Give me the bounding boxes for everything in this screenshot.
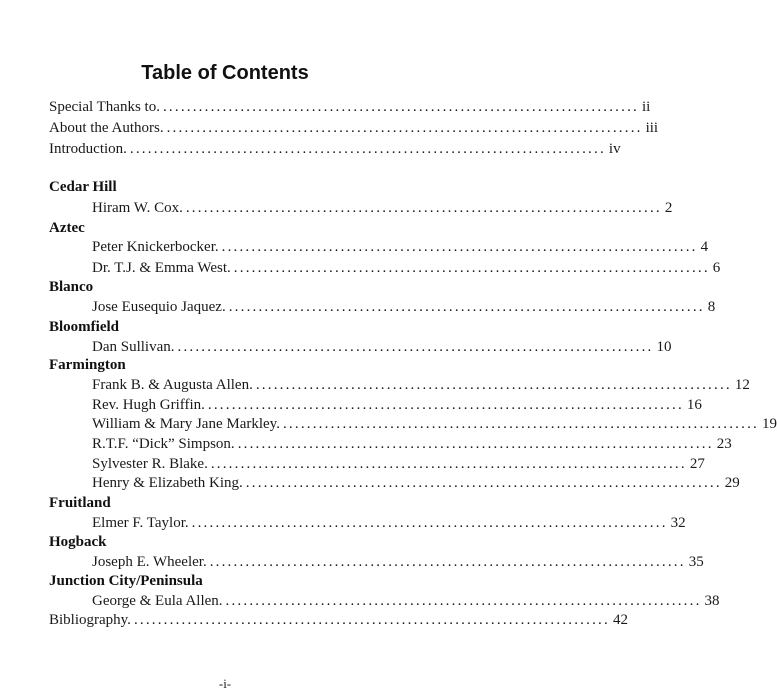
toc-entry-page: 38 bbox=[704, 593, 720, 609]
toc-entry-label: Elmer F. Taylor. bbox=[92, 515, 189, 531]
section-heading-cedar-hill: Cedar Hill bbox=[49, 179, 117, 195]
toc-entry-page: 10 bbox=[656, 339, 672, 355]
toc-entry-label: Bibliography. bbox=[49, 612, 131, 628]
toc-entry[interactable] bbox=[49, 610, 628, 630]
toc-entry[interactable] bbox=[92, 237, 709, 257]
section-heading-blanco: Blanco bbox=[49, 279, 94, 295]
leader-dots: ................................................................................ bbox=[133, 612, 610, 628]
section-heading-fruitland: Fruitland bbox=[49, 495, 111, 511]
leader-dots: ................................................................................ bbox=[255, 377, 732, 393]
toc-entry[interactable] bbox=[49, 118, 659, 138]
toc-entry-page: iii bbox=[645, 120, 659, 136]
leader-dots: ................................................................................ bbox=[166, 120, 643, 136]
leader-dots: ................................................................................ bbox=[185, 200, 662, 216]
toc-entry-page: 23 bbox=[716, 436, 732, 452]
toc-entry-page: ii bbox=[641, 99, 651, 115]
toc-entry-label: Dr. T.J. & Emma West. bbox=[92, 260, 231, 276]
leader-dots: ................................................................................ bbox=[225, 593, 702, 609]
toc-entry[interactable] bbox=[92, 375, 750, 395]
toc-entry-page: 19 bbox=[761, 416, 777, 432]
leader-dots: ................................................................................ bbox=[207, 397, 684, 413]
toc-entry[interactable] bbox=[92, 454, 705, 474]
leader-dots: ................................................................................ bbox=[282, 416, 759, 432]
toc-entry[interactable] bbox=[92, 414, 777, 434]
toc-entry[interactable] bbox=[92, 395, 702, 415]
leader-dots: ................................................................................ bbox=[228, 299, 705, 315]
leader-dots: ................................................................................ bbox=[191, 515, 668, 531]
toc-entry-page: 29 bbox=[724, 475, 740, 491]
toc-entry-label: Dan Sullivan. bbox=[92, 339, 175, 355]
toc-entry-page: 8 bbox=[707, 299, 716, 315]
toc-entry-label: Rev. Hugh Griffin. bbox=[92, 397, 205, 413]
toc-entry-page: 4 bbox=[700, 239, 709, 255]
leader-dots: ................................................................................ bbox=[129, 141, 606, 157]
toc-entry-page: 32 bbox=[670, 515, 686, 531]
toc-entry[interactable] bbox=[92, 337, 672, 357]
toc-entry-label: Frank B. & Augusta Allen. bbox=[92, 377, 253, 393]
leader-dots: ................................................................................ bbox=[162, 99, 639, 115]
toc-entry[interactable] bbox=[92, 434, 732, 454]
leader-dots: ................................................................................ bbox=[221, 239, 698, 255]
toc-entry[interactable] bbox=[92, 473, 740, 493]
toc-entry-label: Sylvester R. Blake. bbox=[92, 456, 208, 472]
leader-dots: ................................................................................ bbox=[209, 554, 686, 570]
section-heading-aztec: Aztec bbox=[49, 220, 85, 236]
toc-entry-page: 12 bbox=[734, 377, 750, 393]
toc-entry-label: Joseph E. Wheeler. bbox=[92, 554, 207, 570]
toc-entry-page: 27 bbox=[689, 456, 705, 472]
toc-entry[interactable] bbox=[92, 552, 704, 572]
leader-dots: ................................................................................ bbox=[210, 456, 687, 472]
toc-entry-label: Jose Eusequio Jaquez. bbox=[92, 299, 226, 315]
section-heading-junction-city-peninsula: Junction City/Peninsula bbox=[49, 573, 203, 589]
toc-entry[interactable] bbox=[92, 297, 716, 317]
toc-entry-label: Special Thanks to. bbox=[49, 99, 160, 115]
toc-entry-label: Hiram W. Cox. bbox=[92, 200, 183, 216]
toc-entry[interactable] bbox=[92, 198, 673, 218]
toc-entry[interactable] bbox=[92, 591, 720, 611]
toc-entry-page: 42 bbox=[612, 612, 628, 628]
toc-entry[interactable] bbox=[49, 139, 621, 159]
toc-entry-page: 35 bbox=[688, 554, 704, 570]
toc-entry[interactable] bbox=[49, 97, 651, 117]
toc-entry-page: 6 bbox=[712, 260, 721, 276]
toc-entry-label: Henry & Elizabeth King. bbox=[92, 475, 243, 491]
toc-entry[interactable] bbox=[92, 258, 721, 278]
page-number-footer: -i- bbox=[218, 676, 232, 691]
toc-entry-page: iv bbox=[608, 141, 621, 157]
leader-dots: ................................................................................ bbox=[177, 339, 654, 355]
toc-entry-label: About the Authors. bbox=[49, 120, 164, 136]
toc-entry-label: George & Eula Allen. bbox=[92, 593, 223, 609]
toc-entry-label: R.T.F. “Dick” Simpson. bbox=[92, 436, 235, 452]
section-heading-farmington: Farmington bbox=[49, 357, 126, 373]
toc-entry-page: 16 bbox=[686, 397, 702, 413]
section-heading-hogback: Hogback bbox=[49, 534, 107, 550]
toc-entry[interactable] bbox=[92, 513, 686, 533]
toc-entry-label: Introduction. bbox=[49, 141, 127, 157]
toc-entry-label: Peter Knickerbocker. bbox=[92, 239, 219, 255]
leader-dots: ................................................................................ bbox=[245, 475, 722, 491]
leader-dots: ................................................................................ bbox=[233, 260, 710, 276]
section-heading-bloomfield: Bloomfield bbox=[49, 319, 119, 335]
page-title: Table of Contents bbox=[141, 62, 309, 84]
toc-entry-page: 2 bbox=[664, 200, 673, 216]
leader-dots: ................................................................................ bbox=[237, 436, 714, 452]
toc-entry-label: William & Mary Jane Markley. bbox=[92, 416, 280, 432]
